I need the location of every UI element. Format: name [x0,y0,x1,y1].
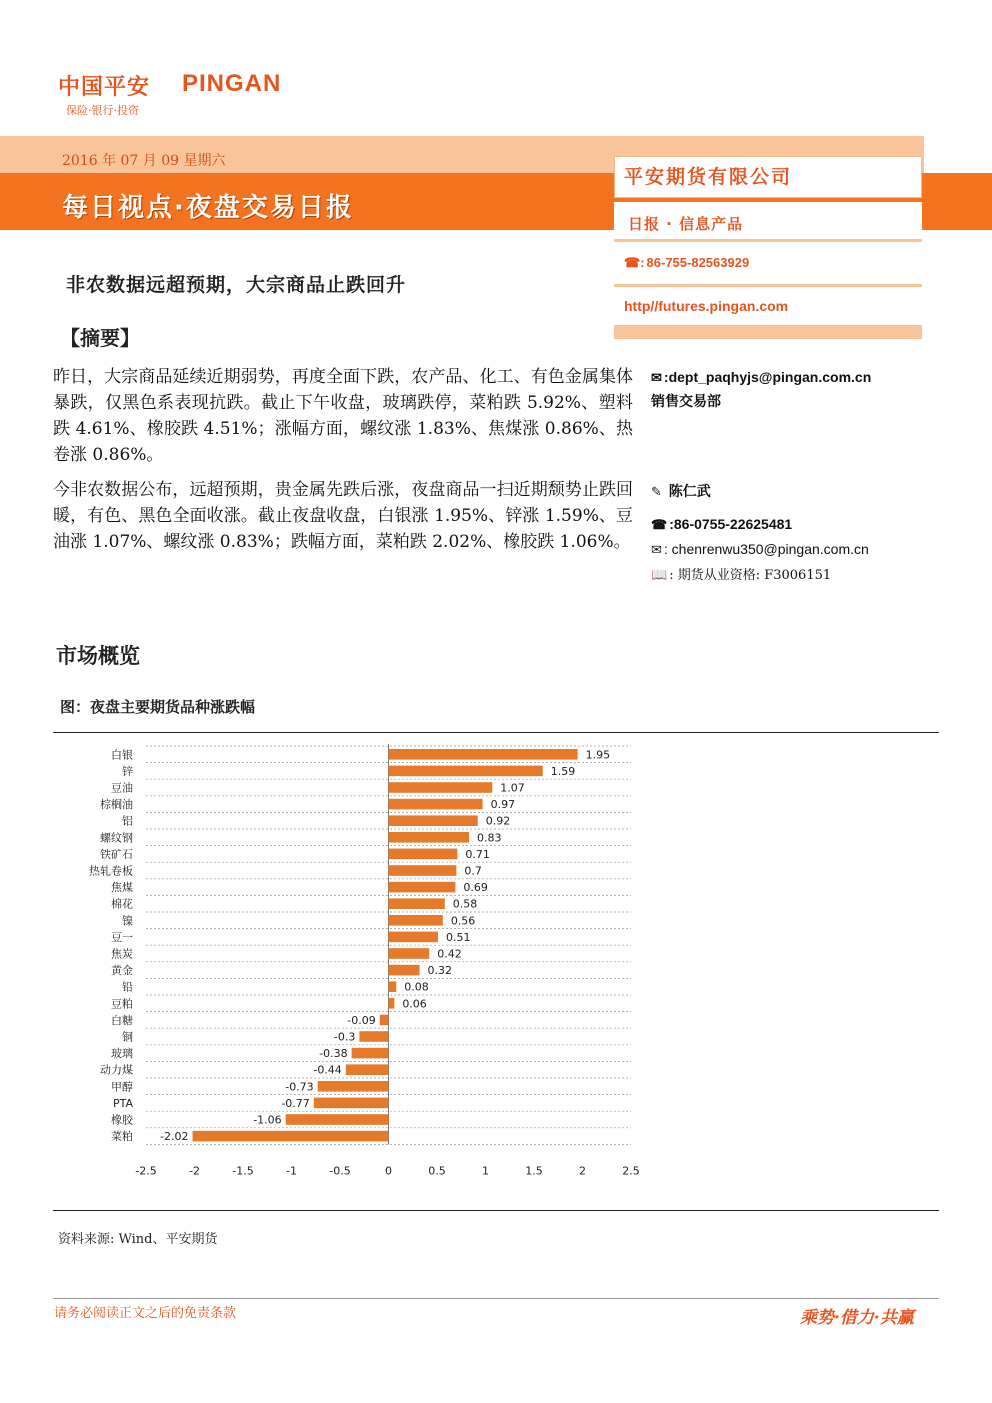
bar [314,1098,389,1109]
bar [389,882,456,893]
value-label: 0.51 [445,930,471,944]
phone-icon: ☎ [651,517,668,532]
company-phone-number: 86-755-82563929 [646,255,750,270]
category-label: 焦炭 [111,947,133,961]
category-label: 铜 [122,1030,133,1044]
logo-cn: 中国平安 [58,75,151,100]
category-label: 白糖 [111,1013,133,1027]
x-tick-label: 0.5 [428,1164,446,1176]
abstract-paragraph: 昨日，大宗商品延续近期弱势，再度全面下跌，农产品、化工、有色金属集体暴跌，仅黑色系表现抗跌。截止下午收盘，玻璃跌停，菜粕跌 5.92%、塑料跌 4.61%、橡胶跌 4.51%；涨幅方面，螺纹涨 1.83%、焦煤涨 0.86%、热卷涨 0.86%。 [53,367,633,465]
analyst-email-text: : chenrenwu350@pingan.com.cn [663,541,869,557]
bar [389,799,483,810]
book-icon: 📖 [651,568,668,583]
bar [389,782,493,793]
report-category: 日报 · 信息产品 [628,215,744,233]
value-label: -0.09 [347,1013,376,1027]
x-tick-label: 2.5 [622,1164,640,1176]
mail-icon: ✉ [651,370,662,385]
x-tick-label: -2.5 [135,1164,157,1176]
category-label: 菜粕 [111,1130,133,1144]
category-label: 锌 [122,764,133,778]
x-tick-label: -0.5 [329,1164,351,1176]
category-label: 镍 [122,914,133,928]
value-label: -0.44 [313,1063,342,1077]
bar [193,1131,389,1142]
pen-icon: ✎ [651,485,662,500]
report-date: 2016 年 07 月 09 星期六 [62,153,226,169]
dept-name: 销售交易部 [651,394,721,410]
value-label: 0.42 [437,947,462,961]
analyst-name [651,481,711,501]
category-label: PTA [112,1096,133,1110]
bar [389,898,445,909]
category-label: 白银 [111,748,133,762]
mail-icon: ✉ [651,542,662,557]
footer-slogan: 乘势·借力·共赢 [800,1308,914,1328]
bar [389,998,395,1009]
footer-rule [53,1298,939,1299]
category-label: 甲醇 [111,1080,133,1094]
value-label: 0.32 [427,964,453,978]
logo-tagline: 保险·银行·投资 [66,104,139,117]
bar [389,766,543,777]
bar [389,948,430,959]
x-tick-label: -1.5 [232,1164,254,1176]
value-label: 0.06 [402,997,427,1011]
value-label: 0.83 [477,831,502,845]
category-label: 铝 [122,814,133,828]
bar [389,832,470,843]
data-source: 资料来源: Wind、平安期货 [58,1232,218,1247]
abstract-paragraph: 今非农数据公布，远超预期，贵金属先跌后涨，夜盘商品一扫近期颓势止跌回暖，有色、黑色全面收涨。截止夜盘收盘，白银涨 1.95%、锌涨 1.59%、豆油涨 1.07%、螺纹涨 0.83%；跌幅方面，菜粕跌 2.02%、橡胶跌 1.06%。 [53,480,633,552]
analyst-license-text: : 期货从业资格: F3006151 [669,568,832,583]
analyst-phone-text: :86-0755-22625481 [669,516,793,532]
category-label: 玻璃 [111,1047,133,1061]
category-label: 螺纹钢 [100,831,133,845]
value-label: 1.95 [585,748,611,762]
footer-disclaimer[interactable]: 请务必阅读正文之后的免责条款 [54,1306,237,1321]
bar [318,1081,389,1092]
company-phone [624,255,749,271]
x-tick-label: 2 [579,1164,586,1176]
figure-top-rule [53,732,939,733]
x-tick-label: -1 [286,1164,297,1176]
category-label: 豆粕 [111,997,133,1011]
dept-email-text: :dept_paqhyjs@pingan.com.cn [663,369,872,385]
bar-chart [53,736,673,1176]
category-label: 豆一 [111,930,133,944]
bar [380,1015,389,1026]
bar [286,1114,389,1125]
value-label: 0.71 [465,847,490,861]
value-label: 0.7 [464,864,482,878]
value-label: 0.92 [485,814,511,828]
value-label: 0.08 [404,980,429,994]
category-label: 动力煤 [100,1063,133,1077]
company-url[interactable]: http//futures.pingan.com [624,298,789,314]
logo-en: PINGAN [182,70,282,97]
bar [389,932,438,943]
value-label: -0.77 [281,1096,310,1110]
category-label: 棕榈油 [100,798,133,812]
category-label: 铁矿石 [100,847,133,861]
category-label: 棉花 [111,897,133,911]
bar [352,1048,389,1059]
figure-bottom-rule [53,1210,939,1211]
headline: 非农数据远超预期，大宗商品止跌回升 [66,274,407,296]
x-tick-label: -2 [189,1164,200,1176]
value-label: -0.38 [319,1047,348,1061]
analyst-phone [651,516,792,533]
value-label: 1.59 [550,764,576,778]
category-label: 铅 [122,980,133,994]
value-label: 0.56 [450,914,476,928]
x-tick-label: 1.5 [525,1164,543,1176]
company-name: 平安期货有限公司 [624,166,793,188]
figure-title: 图：夜盘主要期货品种涨跌幅 [60,698,256,716]
dept-email[interactable] [651,369,871,386]
analyst-email[interactable] [651,541,869,558]
section-title: 市场概览 [56,644,140,668]
analyst-license [651,564,831,583]
bar [389,815,478,826]
bar [389,865,457,876]
bar [389,849,458,860]
category-label: 橡胶 [111,1113,133,1127]
x-tick-label: 0 [385,1164,392,1176]
x-tick-label: 1 [482,1164,489,1176]
category-label: 豆油 [111,781,133,795]
value-label: 0.97 [490,798,516,812]
bar [389,749,578,760]
bar [389,965,420,976]
bar [389,981,397,992]
divider [614,325,922,339]
bar [389,915,443,926]
value-label: -0.73 [285,1080,314,1094]
category-label: 黄金 [111,964,133,978]
bar [359,1031,388,1042]
analyst-name-text: 陈仁武 [668,484,711,500]
value-label: 0.69 [463,881,488,895]
abstract-heading: 【摘要】 [60,326,140,350]
report-title: 每日视点·夜盘交易日报 [62,193,354,223]
value-label: -2.02 [160,1130,189,1144]
value-label: 0.58 [452,897,478,911]
bar [346,1064,389,1075]
value-label: -1.06 [253,1113,282,1127]
divider [614,284,922,287]
value-label: -0.3 [333,1030,356,1044]
category-label: 焦煤 [111,881,133,895]
category-label: 热轧卷板 [89,864,133,878]
phone-icon: ☎: [624,255,645,270]
value-label: 1.07 [500,781,525,795]
